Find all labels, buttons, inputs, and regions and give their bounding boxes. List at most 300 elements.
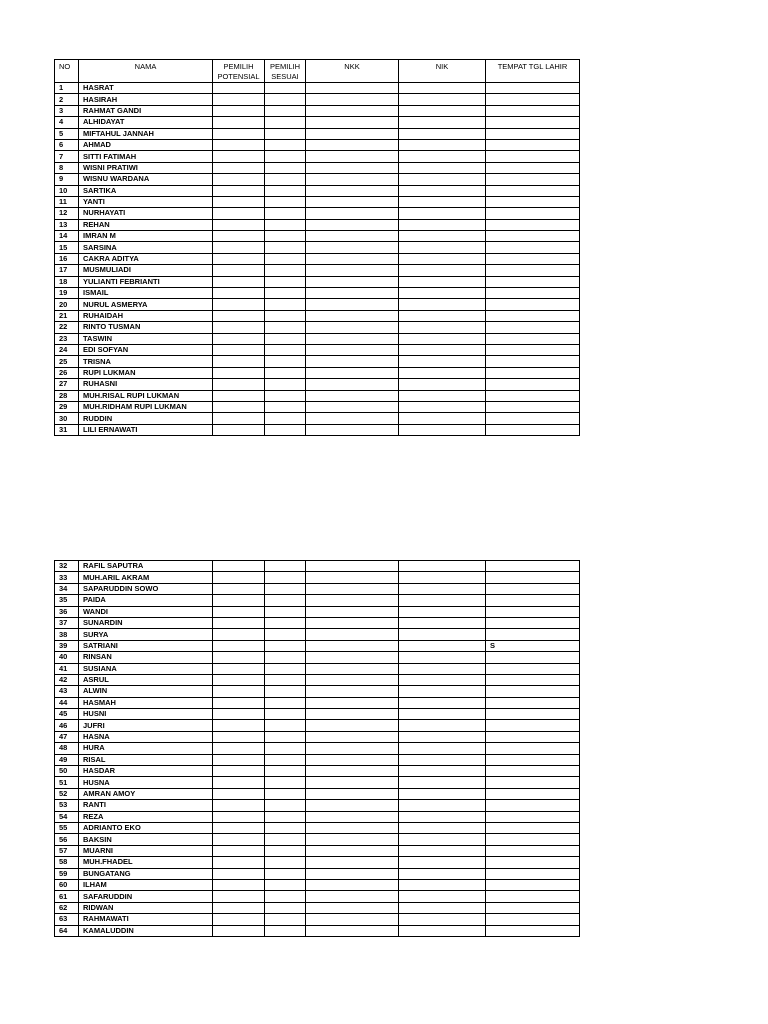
cell-pemilih-sesuai	[265, 652, 306, 663]
table-row	[55, 879, 580, 890]
cell-nkk	[306, 879, 399, 890]
cell-pemilih-potensial	[213, 845, 265, 856]
cell-no: 9	[55, 174, 79, 185]
cell-nama: MIFTAHUL JANNAH	[79, 128, 213, 139]
cell-pemilih-sesuai	[265, 367, 306, 378]
cell-nik	[399, 356, 486, 367]
cell-pemilih-potensial	[213, 754, 265, 765]
cell-nik	[399, 663, 486, 674]
cell-nik	[399, 83, 486, 94]
cell-pemilih-potensial	[213, 196, 265, 207]
cell-tempat-tgl-lahir: S	[486, 640, 580, 651]
cell-no: 25	[55, 356, 79, 367]
cell-nik	[399, 788, 486, 799]
cell-tempat-tgl-lahir	[486, 344, 580, 355]
cell-nama: SITTI FATIMAH	[79, 151, 213, 162]
cell-nkk	[306, 162, 399, 173]
cell-nik	[399, 288, 486, 299]
cell-tempat-tgl-lahir	[486, 105, 580, 116]
cell-nkk	[306, 174, 399, 185]
cell-nkk	[306, 606, 399, 617]
cell-nkk	[306, 253, 399, 264]
cell-no: 46	[55, 720, 79, 731]
table-row	[55, 185, 580, 196]
cell-nkk	[306, 811, 399, 822]
table-row	[55, 857, 580, 868]
cell-no: 47	[55, 731, 79, 742]
cell-nkk	[306, 857, 399, 868]
table-row	[55, 288, 580, 299]
cell-pemilih-sesuai	[265, 788, 306, 799]
cell-tempat-tgl-lahir	[486, 561, 580, 572]
cell-pemilih-potensial	[213, 185, 265, 196]
cell-no: 56	[55, 834, 79, 845]
cell-pemilih-sesuai	[265, 811, 306, 822]
table-row	[55, 686, 580, 697]
cell-pemilih-potensial	[213, 242, 265, 253]
cell-nama: HASNA	[79, 731, 213, 742]
cell-tempat-tgl-lahir	[486, 83, 580, 94]
cell-pemilih-potensial	[213, 379, 265, 390]
cell-nama: ASRUL	[79, 674, 213, 685]
cell-tempat-tgl-lahir	[486, 891, 580, 902]
table-row	[55, 105, 580, 116]
cell-tempat-tgl-lahir	[486, 185, 580, 196]
table-row	[55, 379, 580, 390]
cell-nik	[399, 845, 486, 856]
table-row	[55, 777, 580, 788]
cell-nkk	[306, 231, 399, 242]
cell-nkk	[306, 583, 399, 594]
cell-nkk	[306, 356, 399, 367]
table-row	[55, 151, 580, 162]
cell-nik	[399, 299, 486, 310]
table-row	[55, 788, 580, 799]
cell-nama: MUH.RISAL RUPI LUKMAN	[79, 390, 213, 401]
cell-pemilih-sesuai	[265, 413, 306, 424]
cell-nama: IMRAN M	[79, 231, 213, 242]
table-row	[55, 595, 580, 606]
cell-pemilih-potensial	[213, 413, 265, 424]
cell-nama: YULIANTI FEBRIANTI	[79, 276, 213, 287]
cell-pemilih-sesuai	[265, 925, 306, 936]
cell-nama: YANTI	[79, 196, 213, 207]
cell-pemilih-potensial	[213, 333, 265, 344]
cell-nama: ALWIN	[79, 686, 213, 697]
table-row	[55, 709, 580, 720]
cell-pemilih-sesuai	[265, 800, 306, 811]
cell-nik	[399, 151, 486, 162]
cell-nama: RANTI	[79, 800, 213, 811]
cell-tempat-tgl-lahir	[486, 766, 580, 777]
cell-tempat-tgl-lahir	[486, 356, 580, 367]
cell-pemilih-sesuai	[265, 663, 306, 674]
cell-no: 1	[55, 83, 79, 94]
cell-no: 37	[55, 617, 79, 628]
cell-nik	[399, 834, 486, 845]
cell-tempat-tgl-lahir	[486, 572, 580, 583]
cell-nkk	[306, 822, 399, 833]
cell-tempat-tgl-lahir	[486, 743, 580, 754]
cell-tempat-tgl-lahir	[486, 322, 580, 333]
cell-nama: TASWIN	[79, 333, 213, 344]
table-row	[55, 83, 580, 94]
cell-no: 21	[55, 310, 79, 321]
cell-nkk	[306, 219, 399, 230]
cell-nama: WANDI	[79, 606, 213, 617]
cell-tempat-tgl-lahir	[486, 94, 580, 105]
cell-tempat-tgl-lahir	[486, 879, 580, 890]
cell-nkk	[306, 105, 399, 116]
cell-pemilih-sesuai	[265, 253, 306, 264]
cell-nkk	[306, 139, 399, 150]
cell-tempat-tgl-lahir	[486, 401, 580, 412]
cell-no: 23	[55, 333, 79, 344]
table-row	[55, 390, 580, 401]
cell-nkk	[306, 299, 399, 310]
table-row	[55, 902, 580, 913]
cell-nkk	[306, 413, 399, 424]
cell-nama: SARTIKA	[79, 185, 213, 196]
cell-nik	[399, 367, 486, 378]
cell-pemilih-potensial	[213, 777, 265, 788]
table-row	[55, 561, 580, 572]
cell-tempat-tgl-lahir	[486, 834, 580, 845]
table-row	[55, 253, 580, 264]
cell-tempat-tgl-lahir	[486, 902, 580, 913]
cell-pemilih-sesuai	[265, 686, 306, 697]
cell-pemilih-sesuai	[265, 822, 306, 833]
cell-nik	[399, 754, 486, 765]
table-row	[55, 139, 580, 150]
table-row	[55, 128, 580, 139]
cell-no: 42	[55, 674, 79, 685]
cell-nama: SURYA	[79, 629, 213, 640]
table-row	[55, 754, 580, 765]
cell-nik	[399, 891, 486, 902]
cell-nama: HUSNA	[79, 777, 213, 788]
cell-no: 58	[55, 857, 79, 868]
cell-nama: ISMAIL	[79, 288, 213, 299]
cell-nik	[399, 720, 486, 731]
table-row	[55, 868, 580, 879]
table-row	[55, 401, 580, 412]
cell-nik	[399, 868, 486, 879]
cell-no: 43	[55, 686, 79, 697]
table-row	[55, 834, 580, 845]
cell-tempat-tgl-lahir	[486, 617, 580, 628]
cell-nik	[399, 174, 486, 185]
table-row	[55, 310, 580, 321]
cell-tempat-tgl-lahir	[486, 174, 580, 185]
cell-nama: AMRAN AMOY	[79, 788, 213, 799]
cell-no: 59	[55, 868, 79, 879]
cell-pemilih-potensial	[213, 743, 265, 754]
table-row	[55, 276, 580, 287]
table-row	[55, 424, 580, 435]
cell-nkk	[306, 925, 399, 936]
cell-nik	[399, 185, 486, 196]
cell-nkk	[306, 640, 399, 651]
cell-pemilih-sesuai	[265, 766, 306, 777]
cell-nkk	[306, 561, 399, 572]
cell-no: 49	[55, 754, 79, 765]
cell-no: 57	[55, 845, 79, 856]
cell-pemilih-sesuai	[265, 617, 306, 628]
cell-no: 50	[55, 766, 79, 777]
cell-pemilih-potensial	[213, 561, 265, 572]
cell-no: 34	[55, 583, 79, 594]
cell-pemilih-potensial	[213, 208, 265, 219]
table-row	[55, 333, 580, 344]
cell-nik	[399, 128, 486, 139]
cell-pemilih-potensial	[213, 424, 265, 435]
table-row	[55, 914, 580, 925]
cell-nik	[399, 617, 486, 628]
cell-nkk	[306, 800, 399, 811]
cell-nik	[399, 139, 486, 150]
table-row	[55, 196, 580, 207]
cell-tempat-tgl-lahir	[486, 276, 580, 287]
cell-nama: REZA	[79, 811, 213, 822]
cell-pemilih-sesuai	[265, 401, 306, 412]
cell-nkk	[306, 766, 399, 777]
cell-nik	[399, 322, 486, 333]
cell-nik	[399, 219, 486, 230]
header-nkk: NKK	[306, 60, 399, 83]
cell-no: 38	[55, 629, 79, 640]
cell-pemilih-potensial	[213, 117, 265, 128]
cell-pemilih-potensial	[213, 811, 265, 822]
table-row	[55, 811, 580, 822]
cell-no: 41	[55, 663, 79, 674]
cell-pemilih-sesuai	[265, 902, 306, 913]
cell-nik	[399, 709, 486, 720]
cell-pemilih-potensial	[213, 174, 265, 185]
cell-pemilih-sesuai	[265, 857, 306, 868]
cell-tempat-tgl-lahir	[486, 686, 580, 697]
table-row	[55, 697, 580, 708]
cell-nama: SATRIANI	[79, 640, 213, 651]
header-pemilih-sesuai: PEMILIH SESUAI	[265, 60, 306, 83]
cell-nkk	[306, 401, 399, 412]
cell-pemilih-sesuai	[265, 242, 306, 253]
cell-pemilih-potensial	[213, 265, 265, 276]
cell-pemilih-potensial	[213, 879, 265, 890]
cell-tempat-tgl-lahir	[486, 413, 580, 424]
cell-nama: HURA	[79, 743, 213, 754]
cell-pemilih-sesuai	[265, 105, 306, 116]
cell-no: 13	[55, 219, 79, 230]
cell-tempat-tgl-lahir	[486, 822, 580, 833]
cell-pemilih-potensial	[213, 356, 265, 367]
cell-nik	[399, 413, 486, 424]
cell-nkk	[306, 265, 399, 276]
cell-nama: SAPARUDDIN SOWO	[79, 583, 213, 594]
table-body-1	[55, 83, 580, 436]
cell-pemilih-potensial	[213, 800, 265, 811]
cell-nik	[399, 162, 486, 173]
cell-nkk	[306, 686, 399, 697]
cell-nama: JUFRI	[79, 720, 213, 731]
cell-tempat-tgl-lahir	[486, 754, 580, 765]
table-row	[55, 242, 580, 253]
cell-nkk	[306, 333, 399, 344]
cell-nik	[399, 333, 486, 344]
cell-nama: LILI ERNAWATI	[79, 424, 213, 435]
cell-tempat-tgl-lahir	[486, 629, 580, 640]
cell-nkk	[306, 902, 399, 913]
cell-pemilih-potensial	[213, 401, 265, 412]
cell-pemilih-potensial	[213, 617, 265, 628]
cell-no: 15	[55, 242, 79, 253]
cell-nik	[399, 822, 486, 833]
cell-nik	[399, 344, 486, 355]
cell-pemilih-potensial	[213, 834, 265, 845]
cell-pemilih-sesuai	[265, 333, 306, 344]
header-row	[55, 60, 580, 83]
cell-nik	[399, 652, 486, 663]
cell-pemilih-sesuai	[265, 868, 306, 879]
cell-pemilih-sesuai	[265, 834, 306, 845]
cell-nkk	[306, 117, 399, 128]
cell-pemilih-sesuai	[265, 94, 306, 105]
cell-nama: RISAL	[79, 754, 213, 765]
cell-no: 61	[55, 891, 79, 902]
table-row	[55, 322, 580, 333]
cell-tempat-tgl-lahir	[486, 219, 580, 230]
cell-tempat-tgl-lahir	[486, 720, 580, 731]
table-row	[55, 800, 580, 811]
cell-tempat-tgl-lahir	[486, 663, 580, 674]
cell-pemilih-potensial	[213, 640, 265, 651]
cell-pemilih-potensial	[213, 652, 265, 663]
cell-nama: RINTO TUSMAN	[79, 322, 213, 333]
cell-nkk	[306, 720, 399, 731]
cell-pemilih-potensial	[213, 367, 265, 378]
cell-nkk	[306, 424, 399, 435]
voter-table-2	[54, 560, 580, 937]
cell-nama: MUH.ARIL AKRAM	[79, 572, 213, 583]
cell-nama: SARSINA	[79, 242, 213, 253]
cell-nama: RIDWAN	[79, 902, 213, 913]
cell-no: 51	[55, 777, 79, 788]
cell-nik	[399, 196, 486, 207]
cell-pemilih-sesuai	[265, 379, 306, 390]
cell-pemilih-potensial	[213, 606, 265, 617]
cell-no: 29	[55, 401, 79, 412]
cell-nama: RAHMAT GANDI	[79, 105, 213, 116]
table-row	[55, 743, 580, 754]
cell-tempat-tgl-lahir	[486, 265, 580, 276]
cell-nik	[399, 731, 486, 742]
cell-pemilih-sesuai	[265, 288, 306, 299]
cell-nkk	[306, 379, 399, 390]
cell-no: 63	[55, 914, 79, 925]
cell-nik	[399, 561, 486, 572]
cell-no: 12	[55, 208, 79, 219]
cell-tempat-tgl-lahir	[486, 310, 580, 321]
cell-no: 11	[55, 196, 79, 207]
cell-pemilih-sesuai	[265, 595, 306, 606]
cell-tempat-tgl-lahir	[486, 231, 580, 242]
cell-pemilih-potensial	[213, 162, 265, 173]
cell-nkk	[306, 276, 399, 287]
cell-tempat-tgl-lahir	[486, 800, 580, 811]
cell-pemilih-potensial	[213, 151, 265, 162]
cell-pemilih-potensial	[213, 731, 265, 742]
cell-nkk	[306, 83, 399, 94]
cell-nama: REHAN	[79, 219, 213, 230]
cell-nkk	[306, 629, 399, 640]
cell-nama: RAHMAWATI	[79, 914, 213, 925]
cell-nik	[399, 925, 486, 936]
cell-tempat-tgl-lahir	[486, 299, 580, 310]
cell-nik	[399, 265, 486, 276]
cell-no: 27	[55, 379, 79, 390]
cell-pemilih-sesuai	[265, 777, 306, 788]
header-tempat-tgl-lahir: TEMPAT TGL LAHIR	[486, 60, 580, 83]
cell-nama: MUSMULIADI	[79, 265, 213, 276]
cell-nik	[399, 379, 486, 390]
cell-no: 17	[55, 265, 79, 276]
cell-nama: RUHASNI	[79, 379, 213, 390]
cell-nama: MUH.RIDHAM RUPI LUKMAN	[79, 401, 213, 412]
cell-nkk	[306, 652, 399, 663]
cell-no: 16	[55, 253, 79, 264]
cell-pemilih-potensial	[213, 219, 265, 230]
cell-tempat-tgl-lahir	[486, 390, 580, 401]
cell-tempat-tgl-lahir	[486, 208, 580, 219]
cell-no: 54	[55, 811, 79, 822]
cell-nkk	[306, 834, 399, 845]
cell-nik	[399, 242, 486, 253]
cell-pemilih-potensial	[213, 231, 265, 242]
cell-pemilih-sesuai	[265, 117, 306, 128]
cell-nkk	[306, 94, 399, 105]
cell-tempat-tgl-lahir	[486, 117, 580, 128]
cell-nama: KAMALUDDIN	[79, 925, 213, 936]
table-body-2	[55, 561, 580, 937]
cell-tempat-tgl-lahir	[486, 709, 580, 720]
cell-pemilih-potensial	[213, 663, 265, 674]
cell-nik	[399, 253, 486, 264]
cell-pemilih-potensial	[213, 902, 265, 913]
cell-nkk	[306, 868, 399, 879]
cell-nama: PAIDA	[79, 595, 213, 606]
cell-no: 39	[55, 640, 79, 651]
cell-no: 8	[55, 162, 79, 173]
cell-pemilih-potensial	[213, 720, 265, 731]
cell-nik	[399, 401, 486, 412]
cell-nkk	[306, 288, 399, 299]
cell-nkk	[306, 674, 399, 685]
cell-pemilih-sesuai	[265, 128, 306, 139]
cell-nik	[399, 105, 486, 116]
cell-nik	[399, 208, 486, 219]
cell-nama: RUDDIN	[79, 413, 213, 424]
cell-pemilih-potensial	[213, 105, 265, 116]
cell-tempat-tgl-lahir	[486, 333, 580, 344]
cell-pemilih-sesuai	[265, 731, 306, 742]
cell-pemilih-potensial	[213, 674, 265, 685]
cell-no: 53	[55, 800, 79, 811]
cell-nkk	[306, 617, 399, 628]
table-row	[55, 731, 580, 742]
cell-nkk	[306, 344, 399, 355]
cell-pemilih-potensial	[213, 139, 265, 150]
cell-pemilih-sesuai	[265, 162, 306, 173]
